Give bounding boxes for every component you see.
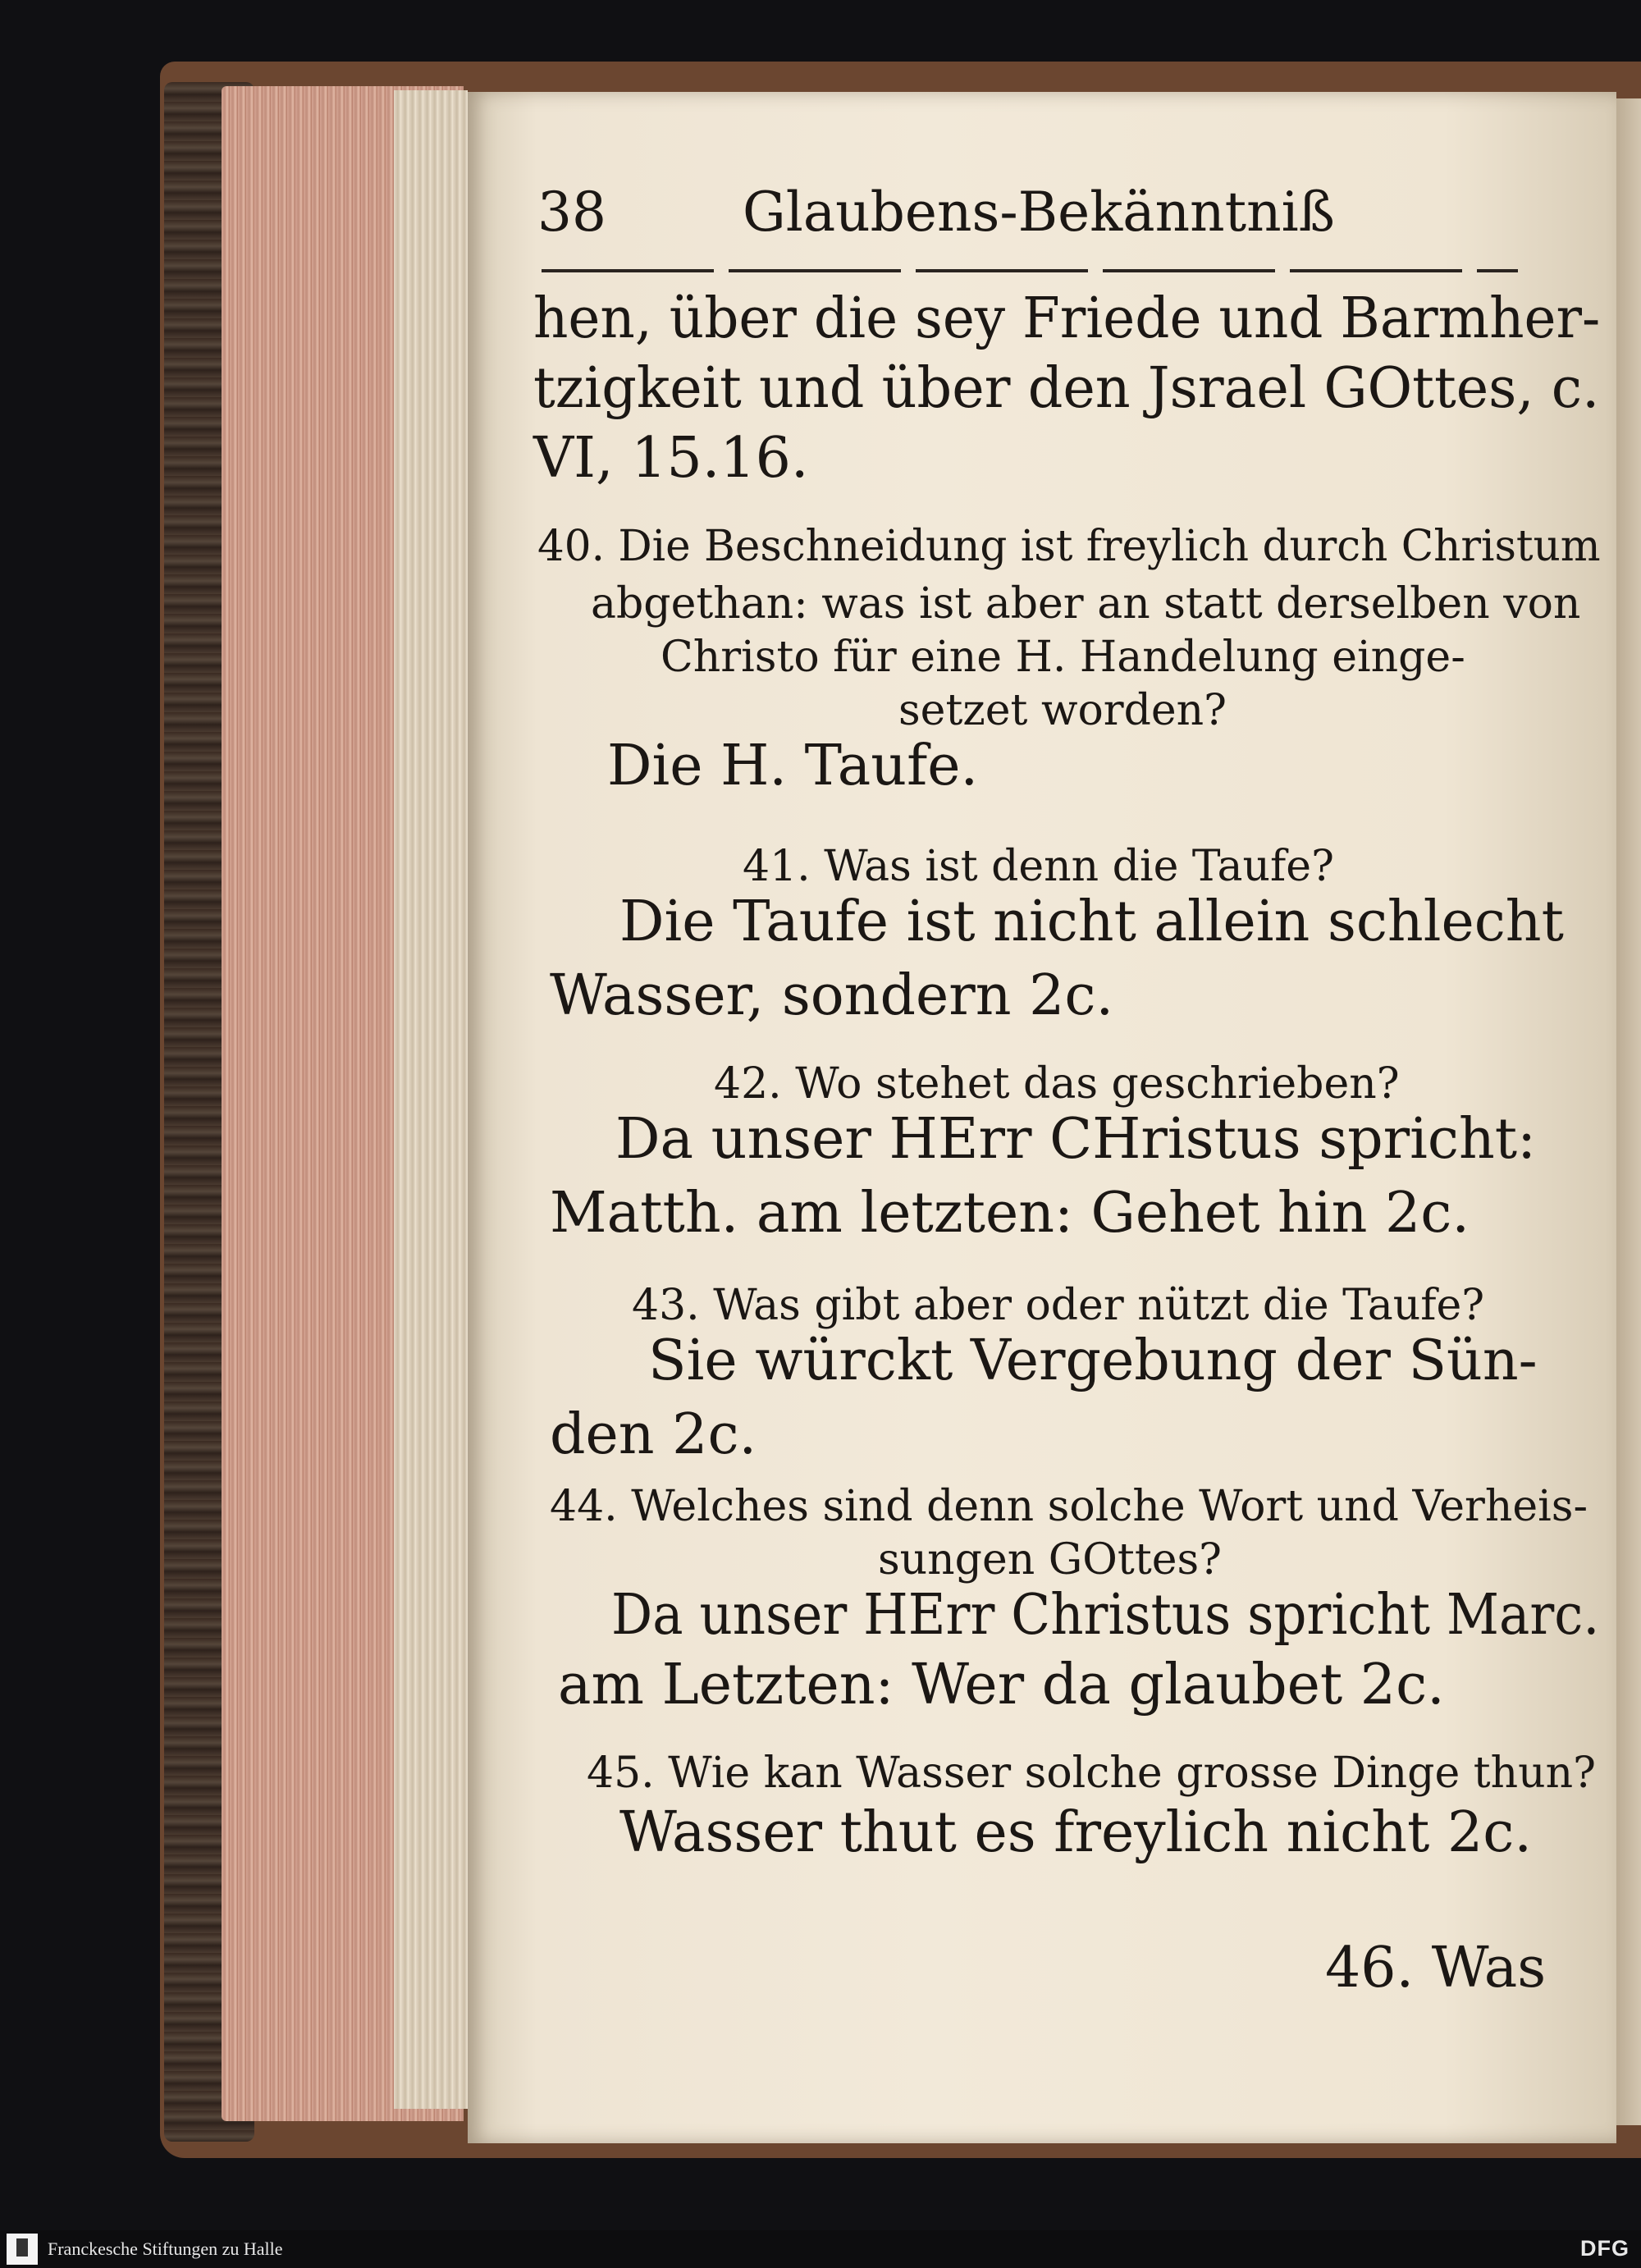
answer-44-line: am Letzten: Wer da glaubet 2c. [558,1653,1445,1717]
answer-45: Wasser thut es freylich nicht 2c. [619,1800,1532,1865]
answer-43-line: den 2c. [550,1402,757,1467]
page-number: 38 [537,181,606,244]
question-40-line: Christo für eine H. Handelung einge- [661,633,1465,682]
page-edges-inner [394,90,468,2109]
dfg-logo: DFG [1580,2236,1630,2261]
question-45: 45. Wie kan Wasser solche grosse Dinge thun? [587,1749,1596,1798]
body-line: tzigkeit und über den Jsrael GOttes, c. [533,356,1600,421]
institution-logo-icon [7,2234,38,2265]
answer-42-line: Matth. am letzten: Gehet hin 2c. [550,1181,1470,1246]
question-42: 42. Wo stehet das geschrieben? [714,1059,1400,1109]
answer-41-line: Wasser, sondern 2c. [550,963,1114,1028]
question-40-line: 40. Die Beschneidung ist freylich durch Christum [537,522,1601,571]
question-40-line: abgethan: was ist aber an statt derselben von [591,579,1581,629]
answer-43-line: Sie würckt Vergebung der Sün- [648,1328,1538,1393]
question-43: 43. Was gibt aber oder nützt die Taufe? [632,1281,1485,1330]
running-title: Glaubens-Bekänntniß [743,181,1335,244]
question-44-line: 44. Welches sind denn solche Wort und Verheis- [550,1482,1588,1531]
catchword: 46. Was [1325,1936,1547,2001]
answer-42-line: Da unser HErr CHristus spricht: [615,1107,1536,1172]
question-44-line: sungen GOttes? [878,1535,1223,1584]
answer-40: Die H. Taufe. [607,734,979,798]
body-line: VI, 15.16. [533,426,809,491]
question-40-line: setzet worden? [898,686,1227,735]
header-rule [542,269,1518,272]
facing-page-edge [1612,98,1641,2125]
viewer-footer [0,2230,1641,2268]
institution-name: Franckesche Stiftungen zu Halle [48,2238,283,2259]
body-line: hen, über die sey Friede und Barmher- [533,286,1601,351]
answer-41-line: Die Taufe ist nicht allein schlecht [619,889,1564,954]
answer-44-line: Da unser HErr Christus spricht Marc. [611,1583,1600,1648]
question-41: 41. Was ist denn die Taufe? [743,842,1334,891]
